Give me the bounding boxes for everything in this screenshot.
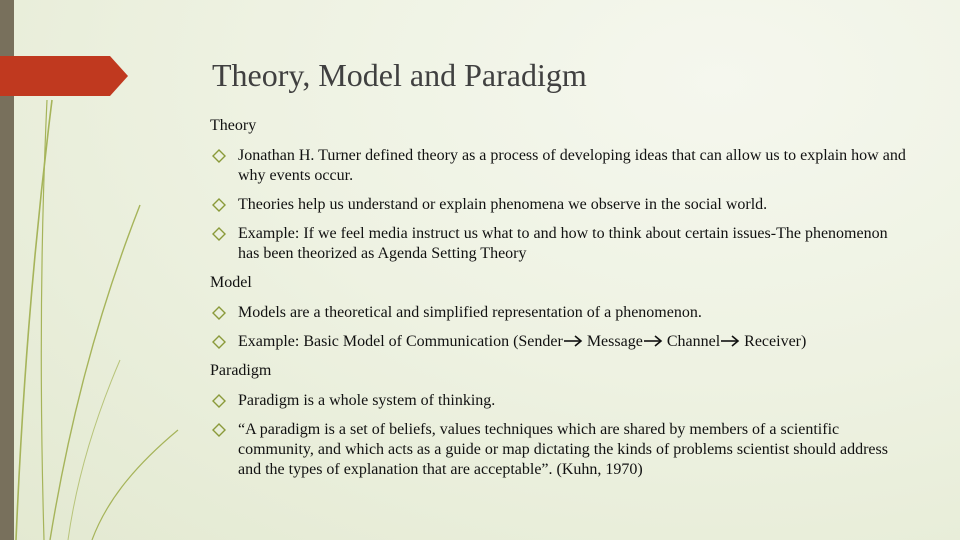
bullet-text: Theories help us understand or explain phenomena we observe in the social world. (238, 196, 768, 213)
bullet-item (210, 420, 910, 480)
bullet-item (210, 303, 910, 323)
diamond-bullet-icon (212, 149, 226, 163)
model-example-prefix: Example: Basic Model of Communication (Sender (238, 333, 563, 350)
model-example-receiver: Receiver) (740, 333, 807, 350)
bullet-text: “A paradigm is a set of beliefs, values techniques which are shared by members of a scientific community, and which acts as a guide or map dictating the kinds of problems scientist should address and the types of explanation that are acceptable”. (Kuhn, 1970) (238, 421, 888, 478)
bullet-item (210, 391, 910, 411)
bullet-item (210, 195, 910, 215)
diamond-bullet-icon (212, 335, 226, 349)
right-arrow-icon (643, 335, 663, 347)
diamond-bullet-icon (212, 227, 226, 241)
bullet-text: Models are a theoretical and simplified representation of a phenomenon. (238, 304, 702, 321)
diamond-bullet-icon (212, 306, 226, 320)
bullet-text: Jonathan H. Turner defined theory as a process of developing ideas that can allow us to explain how and why events occur. (238, 147, 906, 184)
bullet-item (210, 146, 910, 186)
section-heading-paradigm: Paradigm (210, 362, 272, 379)
bullet-item-communication-model (210, 332, 910, 352)
diamond-bullet-icon (212, 394, 226, 408)
bullet-text: Example: If we feel media instruct us what to and how to think about certain issues-The phenomenon has been theorized as Agenda Setting Theory (238, 225, 888, 262)
section-heading-model: Model (210, 274, 252, 291)
right-arrow-icon (563, 335, 583, 347)
right-arrow-icon (720, 335, 740, 347)
bullet-item (210, 224, 910, 264)
bullet-text: Paradigm is a whole system of thinking. (238, 392, 496, 409)
section-heading-theory: Theory (210, 117, 257, 134)
diamond-bullet-icon (212, 198, 226, 212)
diamond-bullet-icon (212, 423, 226, 437)
title-accent-tab (0, 56, 128, 96)
slide-content (210, 116, 910, 489)
model-example-channel: Channel (662, 333, 721, 350)
model-example-message: Message (582, 333, 643, 350)
slide-title: Theory, Model and Paradigm (212, 57, 587, 93)
